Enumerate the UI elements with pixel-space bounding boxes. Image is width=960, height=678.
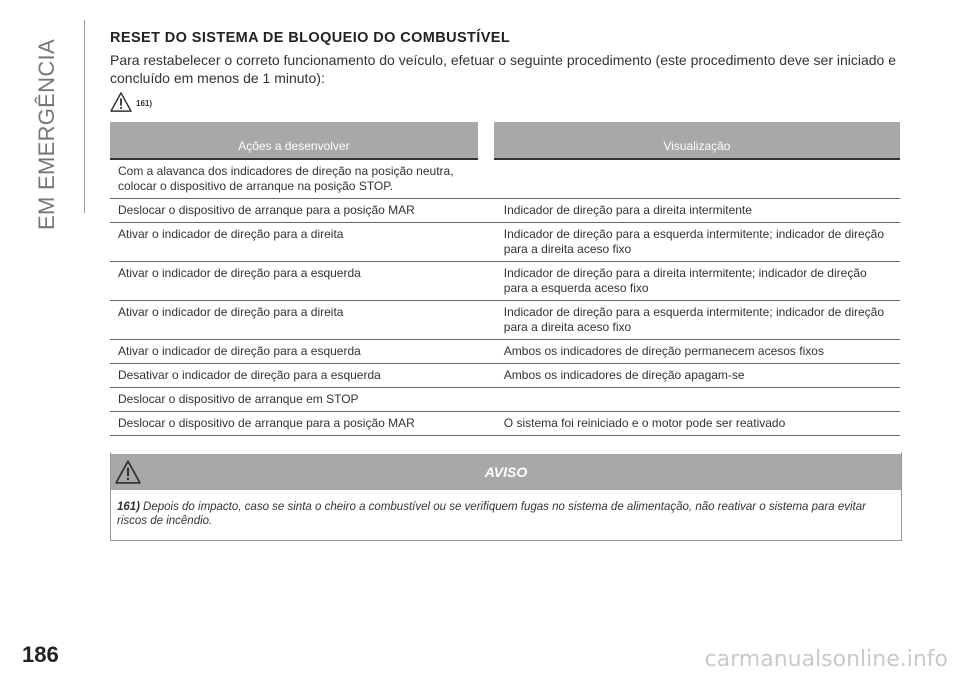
display-cell: Indicador de direção para a direita intermitente; indicador de direção para a esquerda aceso fixo	[486, 262, 900, 301]
action-cell: Deslocar o dispositivo de arranque para a posição MAR	[110, 412, 486, 436]
action-cell: Ativar o indicador de direção para a direita	[110, 223, 486, 262]
warning-note	[111, 490, 901, 540]
page-number: 186	[22, 642, 59, 667]
display-cell: Indicador de direção para a direita intermitente	[486, 199, 900, 223]
procedure-table	[110, 122, 900, 436]
warning-note-number: 161)	[117, 501, 141, 513]
action-cell: Com a alavanca dos indicadores de direção na posição neutra, colocar o dispositivo de arranque na posição STOP.	[110, 159, 486, 199]
display-cell: O sistema foi reiniciado e o motor pode ser reativado	[486, 412, 900, 436]
display-cell: Indicador de direção para a esquerda intermitente; indicador de direção para a direita aceso fixo	[486, 301, 900, 340]
display-cell: Ambos os indicadores de direção permanecem acesos fixos	[486, 340, 900, 364]
table-row	[110, 388, 900, 412]
table-row	[110, 159, 900, 199]
warning-reference-number: 161)	[136, 99, 153, 108]
section-side-label: EM EMERGÊNCIA	[34, 39, 59, 230]
display-cell	[486, 388, 900, 412]
table-header-row	[110, 122, 900, 159]
table-row	[110, 262, 900, 301]
warning-triangle-icon	[110, 92, 132, 112]
table-row	[110, 223, 900, 262]
column-header-actions: Ações a desenvolver	[110, 122, 486, 159]
action-cell: Deslocar o dispositivo de arranque para a posição MAR	[110, 199, 486, 223]
table-row	[110, 199, 900, 223]
action-cell: Ativar o indicador de direção para a direita	[110, 301, 486, 340]
action-cell: Desativar o indicador de direção para a esquerda	[110, 364, 486, 388]
warning-triangle-icon	[115, 460, 141, 484]
page-content	[110, 30, 900, 541]
action-cell: Ativar o indicador de direção para a esquerda	[110, 340, 486, 364]
warning-note-text: Depois do impacto, caso se sinta o cheiro a combustível ou se verifiquem fugas no sistema de alimentação, não reativar o sistema para evitar riscos de incêndio.	[117, 501, 866, 527]
display-cell: Indicador de direção para a esquerda intermitente; indicador de direção para a direita aceso fixo	[486, 223, 900, 262]
warning-header	[111, 452, 901, 490]
column-header-display: Visualização	[486, 122, 900, 159]
table-row	[110, 364, 900, 388]
warning-box	[110, 452, 902, 541]
warning-reference	[110, 90, 900, 112]
side-divider	[84, 20, 85, 213]
table-body	[110, 159, 900, 436]
display-cell	[486, 159, 900, 199]
section-title: RESET DO SISTEMA DE BLOQUEIO DO COMBUSTÍVEL	[110, 30, 511, 46]
table-row	[110, 340, 900, 364]
display-cell: Ambos os indicadores de direção apagam-se	[486, 364, 900, 388]
intro-paragraph: Para restabelecer o correto funcionamento do veículo, efetuar o seguinte procedimento (este procedimento deve ser iniciado e concluído em menos de 1 minuto):	[110, 52, 897, 86]
table-row	[110, 412, 900, 436]
watermark: carmanualsonline.info	[704, 647, 948, 672]
warning-title: AVISO	[484, 464, 528, 480]
table-row	[110, 301, 900, 340]
action-cell: Ativar o indicador de direção para a esquerda	[110, 262, 486, 301]
action-cell: Deslocar o dispositivo de arranque em STOP	[110, 388, 486, 412]
